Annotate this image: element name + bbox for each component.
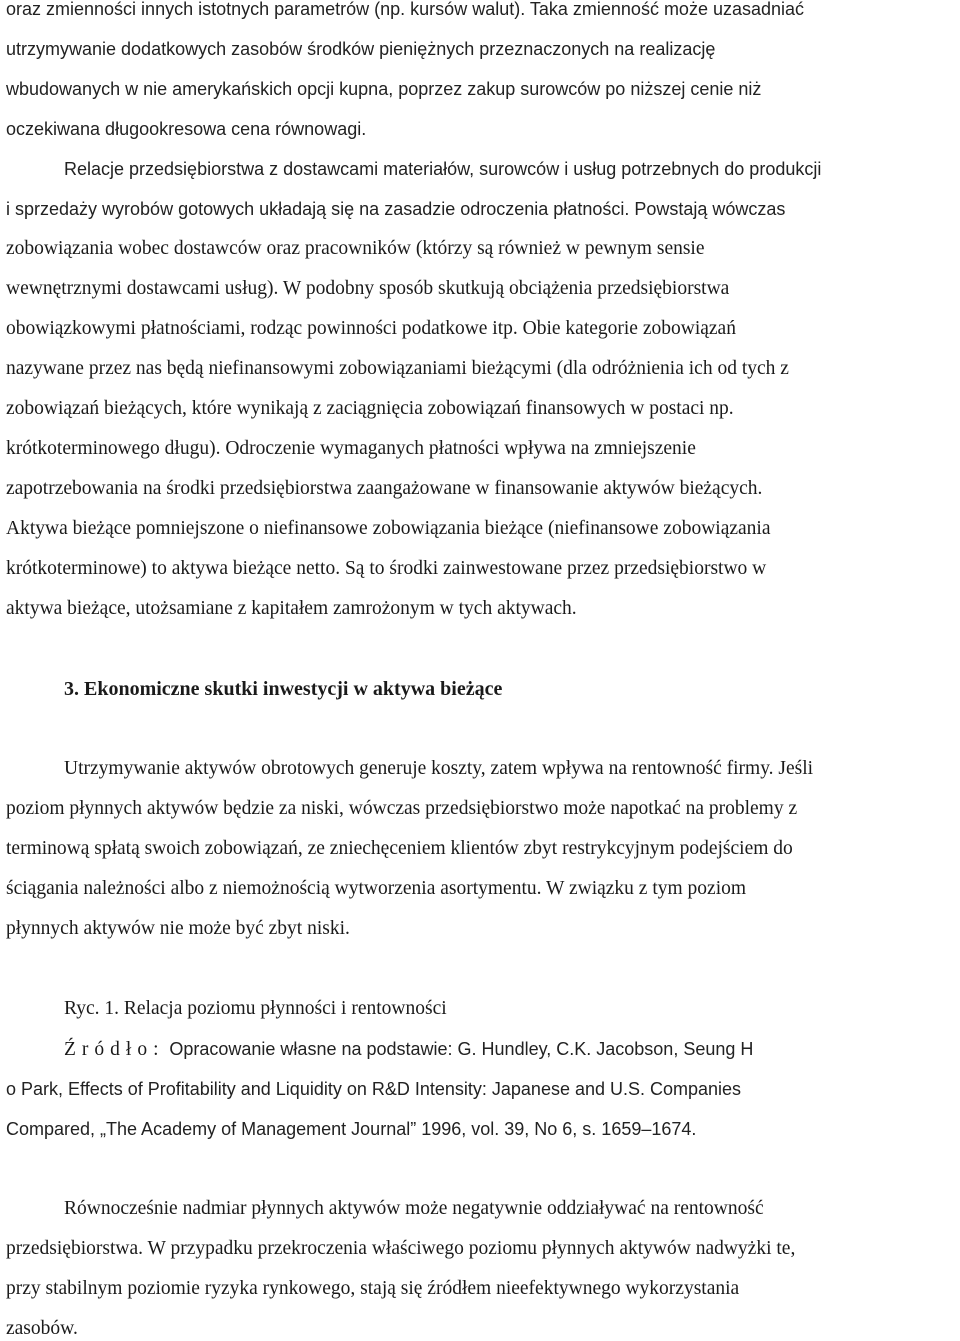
text-line: Utrzymywanie aktywów obrotowych generuje koszty, zatem wpływa na rentowność firmy. Jeśli bbox=[64, 758, 814, 779]
text-line: zobowiązań bieżących, które wynikają z zaciągnięcia zobowiązań finansowych w postaci np. bbox=[6, 398, 734, 419]
text-line: wbudowanych w nie amerykańskich opcji kupna, poprzez zakup surowców po niższej cenie niż bbox=[6, 79, 762, 99]
text-line: aktywa bieżące, utożsamiane z kapitałem zamrożonym w tych aktywach. bbox=[6, 598, 577, 619]
text-line: Równocześnie nadmiar płynnych aktywów może negatywnie oddziaływać na rentowność bbox=[64, 1198, 764, 1219]
text-line: krótkoterminowe) to aktywa bieżące netto. Są to środki zainwestowane przez przedsiębiorstwo w bbox=[6, 558, 767, 579]
text-line: oraz zmienności innych istotnych parametrów (np. kursów walut). Taka zmienność może uzasadniać bbox=[6, 0, 805, 19]
figure-source-line: Compared, „The Academy of Management Journal” 1996, vol. 39, No 6, s. 1659–1674. bbox=[6, 1119, 697, 1139]
source-label: Źródło: bbox=[64, 1039, 165, 1060]
text-line: Aktywa bieżące pomniejszone o niefinansowe zobowiązania bieżące (niefinansowe zobowiązania bbox=[6, 518, 771, 539]
text-line: zapotrzebowania na środki przedsiębiorstwa zaangażowane w finansowanie aktywów bieżących. bbox=[6, 478, 763, 499]
text-line: oczekiwana długookresowa cena równowagi. bbox=[6, 119, 367, 139]
text-line: poziom płynnych aktywów będzie za niski, wówczas przedsiębiorstwo może napotkać na problemy z bbox=[6, 798, 798, 819]
section-heading: 3. Ekonomiczne skutki inwestycji w aktywa bieżące bbox=[64, 678, 503, 700]
text-line: zasobów. bbox=[6, 1318, 78, 1339]
text-line: obowiązkowymi płatnościami, rodząc powinności podatkowe itp. Obie kategorie zobowiązań bbox=[6, 318, 736, 339]
text-line: Relacje przedsiębiorstwa z dostawcami materiałów, surowców i usług potrzebnych do produkcji bbox=[64, 159, 822, 179]
figure-caption: Ryc. 1. Relacja poziomu płynności i rentowności bbox=[64, 998, 447, 1019]
figure-source-line: o Park, Effects of Profitability and Liquidity on R&D Intensity: Japanese and U.S. Companies bbox=[6, 1079, 742, 1099]
text-line: przy stabilnym poziomie ryzyka rynkowego, stają się źródłem nieefektywnego wykorzystania bbox=[6, 1278, 740, 1299]
text-line: nazywane przez nas będą niefinansowymi zobowiązaniami bieżącymi (dla odróżnienia ich od tych z bbox=[6, 358, 789, 379]
text-line: przedsiębiorstwa. W przypadku przekroczenia właściwego poziomu płynnych aktywów nadwyżki te, bbox=[6, 1238, 796, 1259]
figure-source bbox=[64, 1037, 753, 1062]
text-line: ściągania należności albo z niemożnością wytworzenia asortymentu. W związku z tym poziom bbox=[6, 878, 747, 899]
source-text: Opracowanie własne na podstawie: G. Hundley, C.K. Jacobson, Seung H bbox=[169, 1039, 754, 1059]
text-line: płynnych aktywów nie może być zbyt niski. bbox=[6, 918, 350, 939]
text-line: krótkoterminowego długu). Odroczenie wymaganych płatności wpływa na zmniejszenie bbox=[6, 438, 696, 459]
text-line: terminową spłatą swoich zobowiązań, ze zniechęceniem klientów zbyt restrykcyjnym podejściem do bbox=[6, 838, 793, 859]
text-line: zobowiązania wobec dostawców oraz pracowników (którzy są również w pewnym sensie bbox=[6, 238, 705, 259]
text-line: utrzymywanie dodatkowych zasobów środków pieniężnych przeznaczonych na realizację bbox=[6, 39, 716, 59]
text-line: wewnętrznymi dostawcami usług). W podobny sposób skutkują obciążenia przedsiębiorstwa bbox=[6, 278, 730, 299]
text-line: i sprzedaży wyrobów gotowych układają się na zasadzie odroczenia płatności. Powstają wówczas bbox=[6, 199, 786, 219]
